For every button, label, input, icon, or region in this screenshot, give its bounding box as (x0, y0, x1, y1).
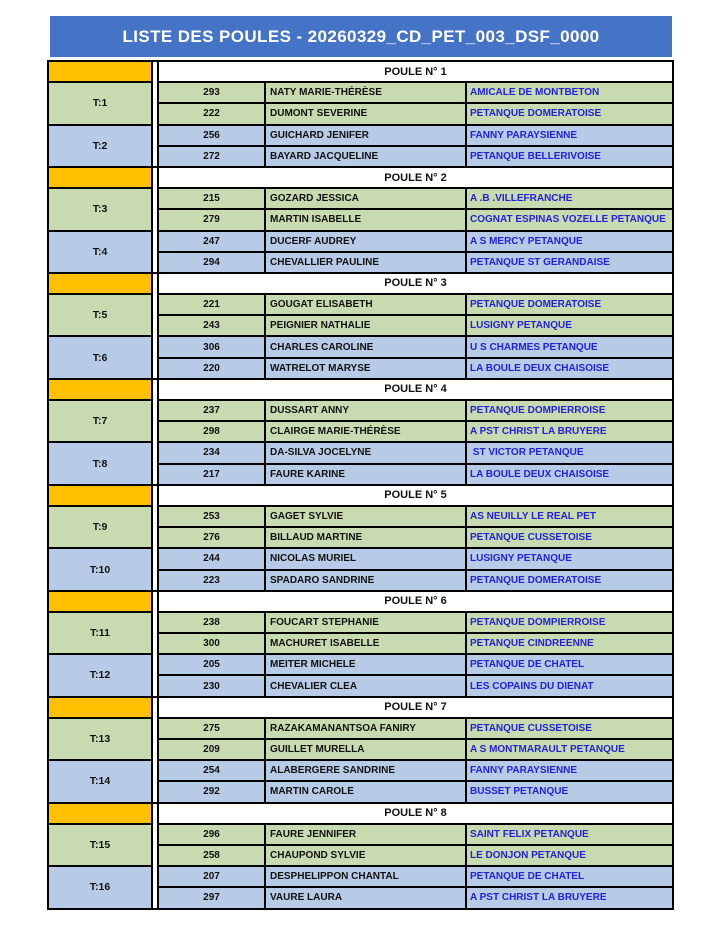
player-number-cell: 297 (159, 888, 264, 907)
player-club-cell: A PST CHRIST LA BRUYERE (467, 422, 672, 441)
player-club-cell: PETANQUE DOMPIERROISE (467, 401, 672, 420)
column-gutter (153, 486, 157, 590)
player-number-cell: 221 (159, 295, 264, 314)
player-club-cell: COGNAT ESPINAS VOZELLE PETANQUE (467, 210, 672, 229)
team-cell: T:5 (49, 295, 151, 335)
team-cell: T:12 (49, 655, 151, 695)
player-name-cell: VAURE LAURA (266, 888, 465, 907)
player-club-cell: PETANQUE DOMERATOISE (467, 295, 672, 314)
player-number-cell: 209 (159, 740, 264, 759)
team-cell: T:3 (49, 189, 151, 229)
player-club-cell: PETANQUE DE CHATEL (467, 867, 672, 886)
player-number-cell: 279 (159, 210, 264, 229)
player-name-cell: DA-SILVA JOCELYNE (266, 443, 465, 462)
player-name-cell: DESPHELIPPON CHANTAL (266, 867, 465, 886)
player-club-cell: PETANQUE DOMERATOISE (467, 104, 672, 123)
team-cell: T:16 (49, 867, 151, 907)
player-number-cell: 253 (159, 507, 264, 526)
player-number-cell: 217 (159, 465, 264, 484)
player-name-cell: GOUGAT ELISABETH (266, 295, 465, 314)
player-number-cell: 294 (159, 253, 264, 272)
player-number-cell: 296 (159, 825, 264, 844)
team-cell: T:15 (49, 825, 151, 865)
column-gutter (153, 168, 157, 272)
column-gutter (153, 62, 157, 166)
player-number-cell: 275 (159, 719, 264, 738)
player-club-cell: A S MERCY PETANQUE (467, 232, 672, 251)
team-cell: T:2 (49, 126, 151, 166)
player-number-cell: 234 (159, 443, 264, 462)
pool-section (49, 486, 672, 590)
player-number-cell: 293 (159, 83, 264, 102)
player-number-cell: 207 (159, 867, 264, 886)
player-name-cell: DUCERF AUDREY (266, 232, 465, 251)
player-name-cell: CLAIRGE MARIE-THÉRÈSE (266, 422, 465, 441)
player-club-cell: FANNY PARAYSIENNE (467, 126, 672, 145)
pool-corner-cell (49, 168, 151, 187)
pool-header: POULE N° 6 (159, 592, 672, 611)
player-number-cell: 258 (159, 846, 264, 865)
team-cell: T:8 (49, 443, 151, 483)
player-club-cell: PETANQUE DOMERATOISE (467, 571, 672, 590)
player-club-cell: U S CHARMES PETANQUE (467, 337, 672, 356)
player-name-cell: DUSSART ANNY (266, 401, 465, 420)
player-number-cell: 256 (159, 126, 264, 145)
player-name-cell: PEIGNIER NATHALIE (266, 316, 465, 335)
pool-header: POULE N° 4 (159, 380, 672, 399)
team-cell: T:9 (49, 507, 151, 547)
pool-section (49, 62, 672, 166)
pool-corner-cell (49, 62, 151, 81)
player-number-cell: 222 (159, 104, 264, 123)
player-name-cell: MARTIN ISABELLE (266, 210, 465, 229)
player-club-cell: PETANQUE CINDREENNE (467, 634, 672, 653)
player-name-cell: FAURE JENNIFER (266, 825, 465, 844)
player-name-cell: MARTIN CAROLE (266, 782, 465, 801)
team-cell: T:14 (49, 761, 151, 801)
pool-corner-cell (49, 804, 151, 823)
player-number-cell: 298 (159, 422, 264, 441)
pool-corner-cell (49, 274, 151, 293)
player-club-cell: FANNY PARAYSIENNE (467, 761, 672, 780)
player-number-cell: 223 (159, 571, 264, 590)
player-name-cell: ALABERGERE SANDRINE (266, 761, 465, 780)
column-gutter (153, 380, 157, 484)
player-name-cell: GUILLET MURELLA (266, 740, 465, 759)
pool-header: POULE N° 8 (159, 804, 672, 823)
team-cell: T:13 (49, 719, 151, 759)
player-club-cell: A S MONTMARAULT PETANQUE (467, 740, 672, 759)
player-club-cell: PETANQUE ST GERANDAISE (467, 253, 672, 272)
player-name-cell: SPADARO SANDRINE (266, 571, 465, 590)
player-number-cell: 215 (159, 189, 264, 208)
player-club-cell: ST VICTOR PETANQUE (467, 443, 672, 462)
column-gutter (153, 592, 157, 696)
pool-header: POULE N° 7 (159, 698, 672, 717)
player-club-cell: LE DONJON PETANQUE (467, 846, 672, 865)
column-gutter (153, 804, 157, 908)
player-club-cell: PETANQUE BELLERIVOISE (467, 147, 672, 166)
player-number-cell: 247 (159, 232, 264, 251)
player-number-cell: 272 (159, 147, 264, 166)
player-number-cell: 205 (159, 655, 264, 674)
pool-header: POULE N° 1 (159, 62, 672, 81)
player-name-cell: BILLAUD MARTINE (266, 528, 465, 547)
player-name-cell: FOUCART STEPHANIE (266, 613, 465, 632)
player-name-cell: DUMONT SEVERINE (266, 104, 465, 123)
team-cell: T:1 (49, 83, 151, 123)
pool-header: POULE N° 2 (159, 168, 672, 187)
player-club-cell: LA BOULE DEUX CHAISOISE (467, 465, 672, 484)
player-club-cell: AMICALE DE MONTBETON (467, 83, 672, 102)
player-name-cell: GUICHARD JENIFER (266, 126, 465, 145)
column-gutter (153, 274, 157, 378)
player-club-cell: LUSIGNY PETANQUE (467, 549, 672, 568)
player-name-cell: RAZAKAMANANTSOA FANIRY (266, 719, 465, 738)
player-club-cell: LA BOULE DEUX CHAISOISE (467, 359, 672, 378)
player-name-cell: NICOLAS MURIEL (266, 549, 465, 568)
pools-table (47, 60, 674, 910)
team-cell: T:7 (49, 401, 151, 441)
player-number-cell: 243 (159, 316, 264, 335)
column-gutter (153, 698, 157, 802)
player-name-cell: FAURE KARINE (266, 465, 465, 484)
player-number-cell: 230 (159, 676, 264, 695)
player-name-cell: CHARLES CAROLINE (266, 337, 465, 356)
player-name-cell: GAGET SYLVIE (266, 507, 465, 526)
pool-section (49, 380, 672, 484)
player-number-cell: 276 (159, 528, 264, 547)
player-club-cell: A .B .VILLEFRANCHE (467, 189, 672, 208)
pool-header: POULE N° 5 (159, 486, 672, 505)
player-name-cell: MEITER MICHELE (266, 655, 465, 674)
player-number-cell: 237 (159, 401, 264, 420)
player-name-cell: WATRELOT MARYSE (266, 359, 465, 378)
pool-corner-cell (49, 486, 151, 505)
player-number-cell: 306 (159, 337, 264, 356)
player-number-cell: 254 (159, 761, 264, 780)
pool-corner-cell (49, 380, 151, 399)
player-number-cell: 244 (159, 549, 264, 568)
player-club-cell: A PST CHRIST LA BRUYERE (467, 888, 672, 907)
pool-corner-cell (49, 698, 151, 717)
team-cell: T:6 (49, 337, 151, 377)
player-number-cell: 300 (159, 634, 264, 653)
pool-section (49, 168, 672, 272)
player-name-cell: NATY MARIE-THÉRÈSE (266, 83, 465, 102)
player-club-cell: LES COPAINS DU DIENAT (467, 676, 672, 695)
player-name-cell: CHEVALIER CLEA (266, 676, 465, 695)
team-cell: T:11 (49, 613, 151, 653)
pool-section (49, 698, 672, 802)
player-name-cell: CHEVALLIER PAULINE (266, 253, 465, 272)
player-number-cell: 292 (159, 782, 264, 801)
player-club-cell: LUSIGNY PETANQUE (467, 316, 672, 335)
pool-section (49, 274, 672, 378)
player-number-cell: 238 (159, 613, 264, 632)
pool-header: POULE N° 3 (159, 274, 672, 293)
player-name-cell: CHAUPOND SYLVIE (266, 846, 465, 865)
pool-section (49, 804, 672, 908)
player-name-cell: GOZARD JESSICA (266, 189, 465, 208)
pool-corner-cell (49, 592, 151, 611)
player-number-cell: 220 (159, 359, 264, 378)
player-club-cell: PETANQUE DOMPIERROISE (467, 613, 672, 632)
team-cell: T:10 (49, 549, 151, 589)
player-club-cell: PETANQUE CUSSETOISE (467, 528, 672, 547)
pool-section (49, 592, 672, 696)
title-bar (50, 16, 672, 57)
player-club-cell: PETANQUE CUSSETOISE (467, 719, 672, 738)
player-club-cell: BUSSET PETANQUE (467, 782, 672, 801)
team-cell: T:4 (49, 232, 151, 272)
player-club-cell: PETANQUE DE CHATEL (467, 655, 672, 674)
player-name-cell: BAYARD JACQUELINE (266, 147, 465, 166)
page-title: LISTE DES POULES - 20260329_CD_PET_003_DSF_0000 (122, 26, 600, 46)
player-club-cell: AS NEUILLY LE REAL PET (467, 507, 672, 526)
player-name-cell: MACHURET ISABELLE (266, 634, 465, 653)
player-club-cell: SAINT FELIX PETANQUE (467, 825, 672, 844)
